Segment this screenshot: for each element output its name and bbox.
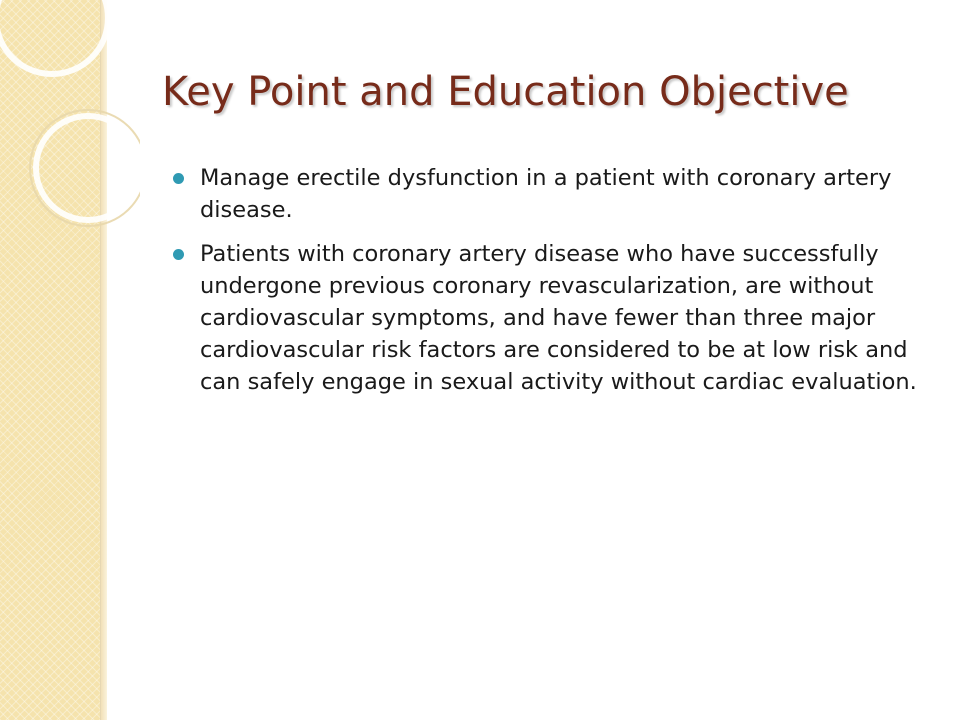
decorative-circle-small	[36, 116, 140, 220]
bullet-dot-icon	[173, 249, 184, 260]
bullet-list	[160, 162, 930, 410]
decorative-circles	[0, 0, 140, 260]
decorative-circle-large	[0, 0, 108, 74]
bullet-item	[160, 162, 930, 226]
slide-title: Key Point and Education Objective	[162, 69, 849, 115]
bullet-text: Manage erectile dysfunction in a patient with coronary artery disease.	[200, 165, 892, 223]
bullet-text: Patients with coronary artery disease who have successfully undergone previous coronary revascularization, are without cardiovascular symptoms, and have fewer than three major cardiovascular risk factors are considered to be at low risk and can safely engage in sexual activity without cardiac evaluation.	[200, 241, 917, 395]
bullet-dot-icon	[173, 173, 184, 184]
bullet-item	[160, 238, 930, 398]
